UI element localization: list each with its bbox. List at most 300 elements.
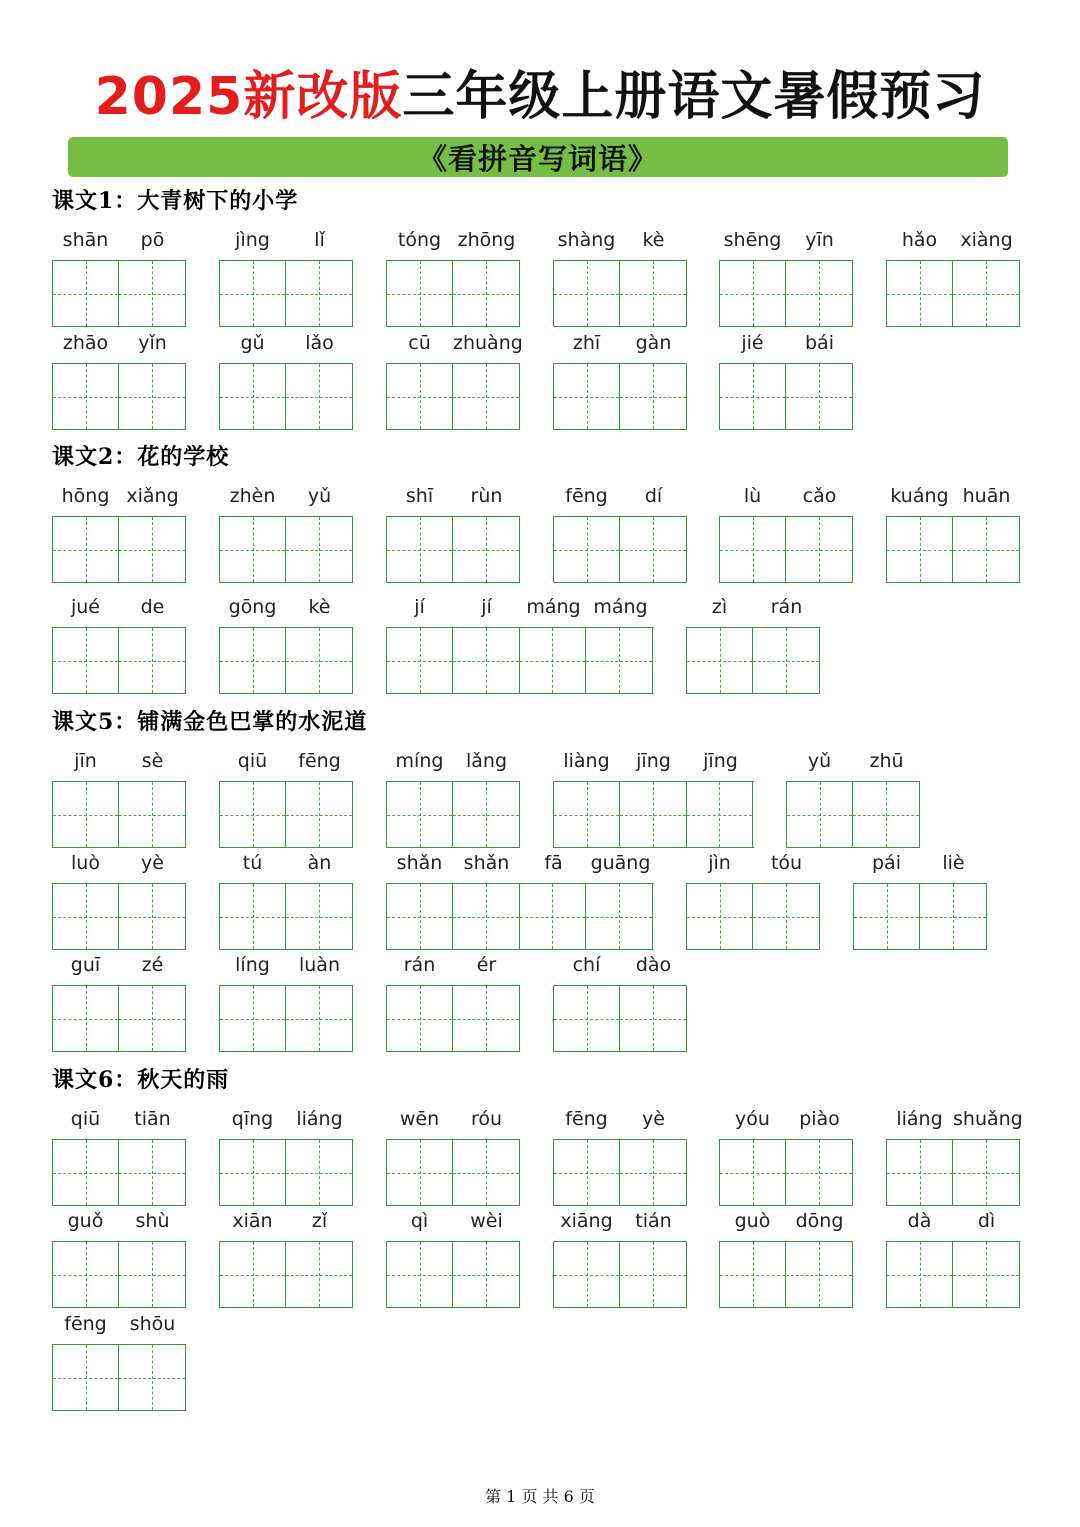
pinyin-row <box>686 851 820 883</box>
tianzige-cell[interactable] <box>53 1345 119 1410</box>
tianzige-cell[interactable] <box>387 986 453 1051</box>
writing-grid <box>219 985 353 1052</box>
word-exercise <box>386 749 520 848</box>
tianzige-cell[interactable] <box>286 1140 352 1205</box>
pinyin-row <box>386 851 654 883</box>
writing-grid <box>386 260 520 327</box>
word-exercise <box>219 851 353 950</box>
pinyin-syllable: tián <box>635 1210 672 1232</box>
pinyin-syllable: zǐ <box>311 1210 328 1232</box>
pinyin-row <box>553 228 687 260</box>
writing-grid <box>553 985 687 1052</box>
tianzige-cell[interactable] <box>220 986 286 1051</box>
pinyin-row <box>219 228 353 260</box>
writing-grid <box>219 516 353 583</box>
word-exercise <box>219 228 353 327</box>
pinyin-row <box>52 1209 186 1241</box>
tianzige-cell[interactable] <box>286 782 352 847</box>
pinyin-row <box>686 595 820 627</box>
pinyin-row <box>719 331 853 363</box>
word-exercise <box>553 1107 687 1206</box>
writing-grid <box>219 1139 353 1206</box>
tianzige-cell[interactable] <box>520 884 586 949</box>
writing-grid <box>886 516 1020 583</box>
tianzige-cell[interactable] <box>753 884 819 949</box>
pinyin-syllable: qiū <box>70 1108 101 1130</box>
pinyin-syllable: pái <box>872 852 901 874</box>
tianzige-cell[interactable] <box>53 628 119 693</box>
pinyin-syllable: àn <box>307 852 332 874</box>
word-exercise <box>219 484 353 583</box>
tianzige-cell[interactable] <box>620 517 686 582</box>
pinyin-syllable: líng <box>235 954 270 976</box>
tianzige-cell[interactable] <box>720 1242 786 1307</box>
tianzige-cell[interactable] <box>520 628 586 693</box>
tianzige-cell[interactable] <box>387 1140 453 1205</box>
pinyin-syllable: zhèn <box>229 485 276 507</box>
pinyin-syllable: míng <box>395 750 444 772</box>
writing-grid <box>52 1139 186 1206</box>
tianzige-cell[interactable] <box>786 364 852 429</box>
pinyin-syllable: gàn <box>635 332 672 354</box>
pinyin-syllable: lǎng <box>465 750 508 772</box>
tianzige-cell[interactable] <box>887 1242 953 1307</box>
pinyin-syllable: jí <box>414 596 425 618</box>
tianzige-cell[interactable] <box>687 884 753 949</box>
tianzige-cell[interactable] <box>220 884 286 949</box>
tianzige-cell[interactable] <box>220 364 286 429</box>
pinyin-syllable: zhuàng <box>453 332 523 354</box>
tianzige-cell[interactable] <box>220 1242 286 1307</box>
tianzige-cell[interactable] <box>953 261 1019 326</box>
word-exercise <box>52 331 186 430</box>
word-exercise <box>386 484 520 583</box>
tianzige-cell[interactable] <box>387 628 453 693</box>
pinyin-row <box>386 484 520 516</box>
pinyin-syllable: guāng <box>590 852 651 874</box>
tianzige-cell[interactable] <box>554 782 620 847</box>
tianzige-cell[interactable] <box>119 364 185 429</box>
pinyin-row <box>219 1107 353 1139</box>
writing-grid <box>219 260 353 327</box>
word-exercise <box>886 484 1020 583</box>
pinyin-syllable: guò <box>734 1210 771 1232</box>
tianzige-cell[interactable] <box>620 364 686 429</box>
writing-grid <box>386 627 654 694</box>
pinyin-row <box>553 1209 687 1241</box>
pinyin-syllable: shuǎng <box>953 1108 1023 1130</box>
writing-grid <box>853 883 987 950</box>
pinyin-syllable: xiàng <box>960 229 1013 251</box>
tianzige-cell[interactable] <box>620 1140 686 1205</box>
tianzige-cell[interactable] <box>119 628 185 693</box>
tianzige-cell[interactable] <box>720 517 786 582</box>
pinyin-syllable: xiǎng <box>126 485 179 507</box>
tianzige-cell[interactable] <box>554 517 620 582</box>
pinyin-syllable: gōng <box>228 596 277 618</box>
tianzige-cell[interactable] <box>286 884 352 949</box>
word-exercise <box>52 749 186 848</box>
pinyin-syllable: lǎo <box>305 332 334 354</box>
tianzige-cell[interactable] <box>453 1242 519 1307</box>
pinyin-row <box>52 953 186 985</box>
word-exercise <box>886 1209 1020 1308</box>
pinyin-syllable: máng <box>593 596 648 618</box>
word-exercise <box>386 1209 520 1308</box>
tianzige-cell[interactable] <box>286 517 352 582</box>
word-exercise <box>52 1107 186 1206</box>
tianzige-cell[interactable] <box>887 261 953 326</box>
pinyin-syllable: zhū <box>869 750 904 772</box>
pinyin-syllable: luò <box>71 852 100 874</box>
pinyin-row <box>719 484 853 516</box>
writing-grid <box>219 781 353 848</box>
pinyin-row <box>553 1107 687 1139</box>
tianzige-cell[interactable] <box>854 884 920 949</box>
writing-grid <box>553 516 687 583</box>
pinyin-row <box>886 228 1020 260</box>
pinyin-row <box>719 1209 853 1241</box>
pinyin-syllable: jīn <box>74 750 97 772</box>
tianzige-cell[interactable] <box>887 517 953 582</box>
pinyin-syllable: guǒ <box>67 1210 104 1232</box>
writing-grid <box>52 883 186 950</box>
pinyin-syllable: shōu <box>129 1313 176 1335</box>
pinyin-syllable: cǎo <box>802 485 837 507</box>
pinyin-syllable: zhōng <box>457 229 516 251</box>
tianzige-cell[interactable] <box>53 986 119 1051</box>
pinyin-syllable: pō <box>140 229 165 251</box>
pinyin-row <box>52 851 186 883</box>
writing-grid <box>886 1241 1020 1308</box>
tianzige-cell[interactable] <box>119 1345 185 1410</box>
pinyin-syllable: shǎn <box>396 852 443 874</box>
pinyin-syllable: rán <box>770 596 803 618</box>
writing-grid <box>719 363 853 430</box>
tianzige-cell[interactable] <box>720 261 786 326</box>
writing-grid <box>553 1241 687 1308</box>
pinyin-syllable: jìn <box>708 852 731 874</box>
tianzige-cell[interactable] <box>786 517 852 582</box>
pinyin-syllable: shēng <box>723 229 782 251</box>
tianzige-cell[interactable] <box>286 628 352 693</box>
writing-grid <box>386 781 520 848</box>
writing-grid <box>219 883 353 950</box>
tianzige-cell[interactable] <box>220 517 286 582</box>
pinyin-row <box>386 1209 520 1241</box>
tianzige-cell[interactable] <box>387 884 453 949</box>
pinyin-syllable: dí <box>644 485 663 507</box>
tianzige-cell[interactable] <box>53 1140 119 1205</box>
tianzige-cell[interactable] <box>119 517 185 582</box>
lesson-heading: 课文1：大青树下的小学 <box>52 188 299 214</box>
writing-grid <box>553 260 687 327</box>
pinyin-row <box>719 1107 853 1139</box>
word-exercise <box>853 851 987 950</box>
tianzige-cell[interactable] <box>387 517 453 582</box>
writing-grid <box>553 363 687 430</box>
word-exercise <box>386 228 520 327</box>
word-exercise <box>52 1209 186 1308</box>
pinyin-syllable: tóng <box>397 229 442 251</box>
pinyin-row <box>719 228 853 260</box>
pinyin-syllable: dōng <box>795 1210 844 1232</box>
tianzige-cell[interactable] <box>953 517 1019 582</box>
tianzige-cell[interactable] <box>119 986 185 1051</box>
word-exercise <box>786 749 920 848</box>
word-exercise <box>52 953 186 1052</box>
pinyin-row <box>219 953 353 985</box>
pinyin-syllable: gǔ <box>240 332 265 354</box>
writing-grid <box>52 363 186 430</box>
pinyin-syllable: fēng <box>565 485 608 507</box>
pinyin-row <box>52 331 186 363</box>
tianzige-cell[interactable] <box>387 364 453 429</box>
tianzige-cell[interactable] <box>554 364 620 429</box>
pinyin-syllable: qīng <box>231 1108 274 1130</box>
page-title <box>0 62 1080 132</box>
tianzige-cell[interactable] <box>220 1140 286 1205</box>
writing-grid <box>686 627 820 694</box>
pinyin-row <box>386 749 520 781</box>
word-exercise <box>52 484 186 583</box>
pinyin-syllable: zhāo <box>62 332 109 354</box>
tianzige-cell[interactable] <box>286 1242 352 1307</box>
pinyin-row <box>52 1312 186 1344</box>
tianzige-cell[interactable] <box>787 782 853 847</box>
tianzige-cell[interactable] <box>53 782 119 847</box>
pinyin-row <box>52 1107 186 1139</box>
tianzige-cell[interactable] <box>286 364 352 429</box>
pinyin-syllable: xiān <box>232 1210 273 1232</box>
tianzige-cell[interactable] <box>53 364 119 429</box>
pinyin-syllable: liáng <box>896 1108 943 1130</box>
pinyin-row <box>386 228 520 260</box>
pinyin-row <box>553 953 687 985</box>
writing-grid <box>719 516 853 583</box>
pinyin-row <box>886 1209 1020 1241</box>
writing-grid <box>386 985 520 1052</box>
word-exercise <box>219 1209 353 1308</box>
tianzige-cell[interactable] <box>119 884 185 949</box>
pinyin-syllable: kè <box>642 229 665 251</box>
word-exercise <box>219 1107 353 1206</box>
pinyin-syllable: fēng <box>565 1108 608 1130</box>
word-exercise <box>386 851 654 950</box>
tianzige-cell[interactable] <box>119 1242 185 1307</box>
tianzige-cell[interactable] <box>720 364 786 429</box>
pinyin-syllable: zhī <box>572 332 601 354</box>
pinyin-syllable: shàng <box>557 229 616 251</box>
tianzige-cell[interactable] <box>220 628 286 693</box>
word-exercise <box>719 1209 853 1308</box>
writing-grid <box>386 1139 520 1206</box>
word-exercise <box>52 851 186 950</box>
pinyin-row <box>219 331 353 363</box>
tianzige-cell[interactable] <box>554 1242 620 1307</box>
pinyin-syllable: qì <box>410 1210 429 1232</box>
tianzige-cell[interactable] <box>53 517 119 582</box>
pinyin-syllable: jí <box>481 596 492 618</box>
pinyin-syllable: yóu <box>735 1108 770 1130</box>
tianzige-cell[interactable] <box>620 986 686 1051</box>
tianzige-cell[interactable] <box>620 261 686 326</box>
tianzige-cell[interactable] <box>920 884 986 949</box>
tianzige-cell[interactable] <box>220 261 286 326</box>
pinyin-syllable: xiāng <box>560 1210 613 1232</box>
writing-grid <box>386 516 520 583</box>
tianzige-cell[interactable] <box>554 261 620 326</box>
tianzige-cell[interactable] <box>286 986 352 1051</box>
pinyin-row <box>386 331 523 363</box>
word-exercise <box>719 484 853 583</box>
pinyin-syllable: dào <box>635 954 672 976</box>
pinyin-row <box>386 953 520 985</box>
tianzige-cell[interactable] <box>286 261 352 326</box>
writing-grid <box>886 1139 1020 1206</box>
tianzige-cell[interactable] <box>453 364 519 429</box>
tianzige-cell[interactable] <box>119 1140 185 1205</box>
pinyin-syllable: jié <box>741 332 764 354</box>
word-exercise <box>52 228 186 327</box>
writing-grid <box>719 1139 853 1206</box>
word-exercise <box>553 228 687 327</box>
writing-grid <box>52 1241 186 1308</box>
word-exercise <box>386 1107 520 1206</box>
tianzige-cell[interactable] <box>53 261 119 326</box>
tianzige-cell[interactable] <box>687 782 753 847</box>
pinyin-syllable: jìng <box>235 229 270 251</box>
pinyin-syllable: liáng <box>296 1108 343 1130</box>
tianzige-cell[interactable] <box>387 261 453 326</box>
tianzige-cell[interactable] <box>387 1242 453 1307</box>
writing-grid <box>786 781 920 848</box>
word-exercise <box>886 228 1020 327</box>
pinyin-row <box>886 484 1020 516</box>
tianzige-cell[interactable] <box>53 884 119 949</box>
pinyin-syllable: rán <box>403 954 436 976</box>
pinyin-row <box>853 851 987 883</box>
tianzige-cell[interactable] <box>953 1242 1019 1307</box>
title-year-edition: 2025新改版 <box>94 67 403 127</box>
pinyin-syllable: kuáng <box>890 485 949 507</box>
pinyin-syllable: huān <box>962 485 1011 507</box>
word-exercise <box>219 953 353 1052</box>
writing-grid <box>52 985 186 1052</box>
pinyin-row <box>786 749 920 781</box>
writing-grid <box>386 363 520 430</box>
tianzige-cell[interactable] <box>453 261 519 326</box>
pinyin-syllable: róu <box>470 1108 503 1130</box>
pinyin-syllable: lù <box>743 485 762 507</box>
pinyin-syllable: jīng <box>636 750 671 772</box>
writing-grid <box>719 1241 853 1308</box>
lesson-heading: 课文2：花的学校 <box>52 444 230 470</box>
tianzige-cell[interactable] <box>554 1140 620 1205</box>
tianzige-cell[interactable] <box>119 261 185 326</box>
tianzige-cell[interactable] <box>453 1140 519 1205</box>
pinyin-syllable: luàn <box>298 954 340 976</box>
word-exercise <box>686 595 820 694</box>
pinyin-syllable: shī <box>405 485 434 507</box>
tianzige-cell[interactable] <box>687 628 753 693</box>
tianzige-cell[interactable] <box>953 1140 1019 1205</box>
tianzige-cell[interactable] <box>620 1242 686 1307</box>
word-exercise <box>553 953 687 1052</box>
tianzige-cell[interactable] <box>119 782 185 847</box>
pinyin-syllable: tóu <box>770 852 803 874</box>
writing-grid <box>219 1241 353 1308</box>
writing-grid <box>52 516 186 583</box>
pinyin-row <box>386 1107 520 1139</box>
tianzige-cell[interactable] <box>720 1140 786 1205</box>
tianzige-cell[interactable] <box>453 986 519 1051</box>
writing-grid <box>219 363 353 430</box>
pinyin-syllable: hǎo <box>901 229 938 251</box>
pinyin-syllable: cū <box>408 332 431 354</box>
subtitle-text: 《看拼音写词语》 <box>417 141 658 176</box>
tianzige-cell[interactable] <box>453 782 519 847</box>
tianzige-cell[interactable] <box>453 517 519 582</box>
writing-grid <box>386 883 654 950</box>
pinyin-syllable: fā <box>544 852 563 874</box>
pinyin-row <box>219 1209 353 1241</box>
pinyin-syllable: fēng <box>298 750 341 772</box>
word-exercise <box>219 595 353 694</box>
tianzige-cell[interactable] <box>586 884 652 949</box>
tianzige-cell[interactable] <box>554 986 620 1051</box>
pinyin-row <box>52 749 186 781</box>
writing-grid <box>52 1344 186 1411</box>
pinyin-syllable: fēng <box>64 1313 107 1335</box>
tianzige-cell[interactable] <box>453 628 519 693</box>
pinyin-syllable: dì <box>977 1210 996 1232</box>
word-exercise <box>553 749 754 848</box>
pinyin-syllable: liàng <box>563 750 610 772</box>
pinyin-syllable: shān <box>62 229 109 251</box>
tianzige-cell[interactable] <box>453 884 519 949</box>
pinyin-syllable: de <box>140 596 165 618</box>
pinyin-syllable: qiū <box>237 750 268 772</box>
pinyin-syllable: tú <box>242 852 263 874</box>
tianzige-cell[interactable] <box>53 1242 119 1307</box>
writing-grid <box>219 627 353 694</box>
word-exercise <box>719 1107 853 1206</box>
pinyin-syllable: ér <box>476 954 497 976</box>
pinyin-syllable: dà <box>907 1210 932 1232</box>
tianzige-cell[interactable] <box>620 782 686 847</box>
tianzige-cell[interactable] <box>753 628 819 693</box>
tianzige-cell[interactable] <box>387 782 453 847</box>
word-exercise <box>686 851 820 950</box>
tianzige-cell[interactable] <box>853 782 919 847</box>
pinyin-syllable: yè <box>141 852 164 874</box>
tianzige-cell[interactable] <box>786 1140 852 1205</box>
tianzige-cell[interactable] <box>220 782 286 847</box>
writing-grid <box>52 627 186 694</box>
pinyin-syllable: bái <box>805 332 834 354</box>
tianzige-cell[interactable] <box>887 1140 953 1205</box>
tianzige-cell[interactable] <box>786 261 852 326</box>
pinyin-syllable: piào <box>799 1108 840 1130</box>
writing-grid <box>886 260 1020 327</box>
pinyin-syllable: guī <box>70 954 101 976</box>
pinyin-row <box>219 851 353 883</box>
tianzige-cell[interactable] <box>786 1242 852 1307</box>
word-exercise <box>553 484 687 583</box>
pinyin-syllable: yǔ <box>307 485 332 507</box>
tianzige-cell[interactable] <box>586 628 652 693</box>
